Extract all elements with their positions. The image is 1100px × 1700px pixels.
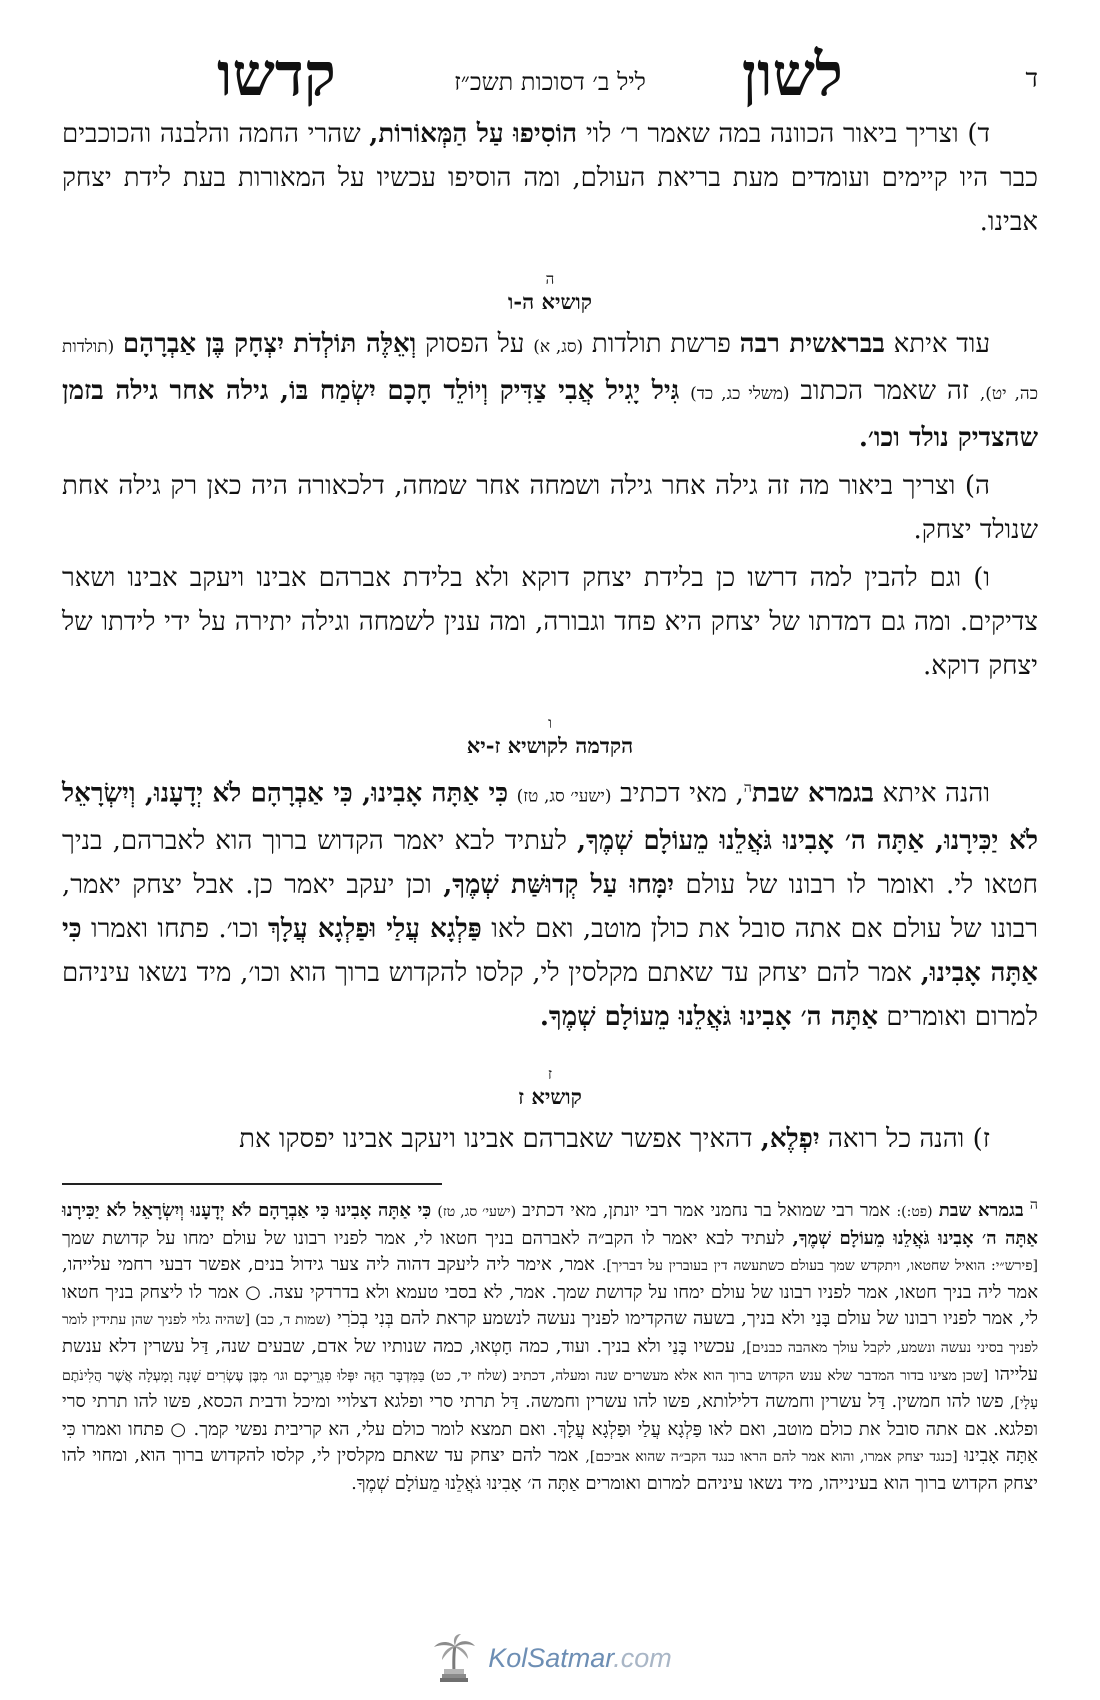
text-run: לעתיד לבא יאמר לו הקב״ה לאברהם בניך חטאו לי, אמר לפניו רבונו של עולם ימחו על קדושת שמך <box>62 1227 785 1249</box>
quote: יִפְלֶא, <box>760 1123 820 1154</box>
section-letter: ז <box>547 1064 553 1083</box>
source-name: בבראשית רבה <box>739 329 885 359</box>
page-number: ד <box>1025 64 1038 94</box>
text-run: פשו להו חמשין. דַּל עשרין וחמשה דלילותא, פשו להו עשרין וחמשה. דַּל תרתי סרי ופלגא דצלויי ומיכל ודבית הכסא, פשו להו תרתי סרי ופלגא. אם אתה סובל את כולם מוטב, ואם לאו פַּלְגָא עֲלַי וּפַלְגָא עֲלָךְ. ואם תמצא לומר כולם עלי, הא קריבית נפשי קמך. ○ פתחו ואמרו כִּי אַתָּה אָבִינוּ <box>62 1391 1038 1467</box>
text-run: לעתיד לבא יאמר הקדוש ברוך הוא לאברהם, בניך חטאו לי. ואומר לו רבונו של עולם <box>62 825 1039 900</box>
paragraph-vav: ו) וגם להבין למה דרשו כן בלידת יצחק דוקא ולא בלידת אברהם אבינו ויעקב אבינו ושאר צדיקים. ומה גם דמדתו של יצחק היא פחד וגבורה, ומה ענין לשמחה וגילה יתירה על ידי לידתו של יצחק דוקא. <box>62 563 1038 681</box>
text-run: אמר, אימר ליה ליעקב דהוה ליה צער גידול בנים, אפשר דבעי רחמי עלייהו, אמר ליה בניך חטאו, אמר לפניו רבונו של עולם ימחו על קדושת שמך. אמר, לא בסבי טעמא ולא בדרדקי עצה. ○ אמר לו ליצחק בניך חטאו לי, אמר לפניו רבונו של עולם בָּנַי ולא בניך, בשעה שהקדימו לפניך נעשה לנשמע קראת להם בְּנִי בְכֹרִי <box>62 1254 1038 1330</box>
footnote-mark: ה <box>1029 1197 1038 1213</box>
text-run: עוד איתא <box>893 329 991 359</box>
palm-tree-books-icon <box>428 1632 480 1684</box>
paragraph-he: ה) וצריך ביאור מה זה גילה אחר גילה ושמחה אחר שמחה, דלכאורה היה כאן רק גילה אחת שנולד יצחק. <box>62 471 1038 545</box>
text-run: פרשת תולדות <box>591 329 731 359</box>
rashi-note: [פירש״י: הואיל שחטאו, ויתקדש שמך בעולם כשתעשה דין בעוברין על דבריך]. <box>601 1258 1038 1275</box>
rashi-note: (שמות ד, כב) [שהיה גלוי לפניך שהן עתידין לומר לפניך בסיני נעשה ונשמע, לקבל עולך מאהבה כבנים], <box>62 1312 1039 1356</box>
paragraph-zayin <box>62 1117 1038 1161</box>
quote: וְאֵלֶּה תּוֹלְדֹת יִצְחָק בֶּן אַבְרָהָם <box>122 329 417 359</box>
section-title: הקדמה לקושיא ז-יא <box>466 733 634 758</box>
text-run: עכשיו בָּנַי ולא בניך. ועוד, כמה חָטְאוּ, כמה שנותיו של אדם, שבעים שנה, דַּל עשרין דלא ענשת עלייהו <box>62 1335 1038 1385</box>
paragraph-bereshit-rabba <box>62 322 1038 460</box>
source-ref: (סג, א) <box>533 337 584 357</box>
quote: פַּלְגָא עֲלַי וּפַלְגָא עֲלָךְ <box>268 913 482 944</box>
text-run: אמר להם יצחק עד שאתם מקלסין לי, קלסו להקדוש ברוך הוא, ומחוי להו יצחק הקדוש ברוך הוא בעינייהו, מיד נשאו עיניהם למרום ואומרים אַתָּה ה׳ אָבִינוּ גֹּאֲלֵנוּ מֵעוֹלָם שְׁמֶךָ. <box>62 1445 1038 1494</box>
quote: יִמָּחוּ עַל קְדוּשַּׁת שְׁמֶךָ, <box>443 869 675 900</box>
paragraph-dalet <box>62 112 1038 244</box>
source-ref: (ישעי׳ סג, טז) <box>437 1204 517 1220</box>
text-run: , מאי דכתיב <box>620 778 744 809</box>
footnote-marker[interactable]: ה <box>743 780 752 796</box>
text-run: על הפסוק <box>425 329 525 359</box>
section-heading-he <box>62 270 1038 316</box>
watermark-text <box>488 1643 672 1674</box>
rashi-note: [שכן מצינו בדור המדבר שלא ענש הקדוש ברוך הוא אלא מעשרים שנה ומעלה, דכתיב (שלח יד, כט) בַּמִּדְבָּר הַזֶּה יִפְּלוּ פִגְרֵיכֶם וגו׳ מִבֶּן עֶשְׂרִים שָׁנָה וָמָעְלָה אֲשֶׁר הֲלִינֹתֶם עָלָי], <box>62 1367 1038 1412</box>
quote: כִּי אַתָּה אָבִינוּ כִּי אַבְרָהָם לֹא יְדָעָנוּ וְיִשְׂרָאֵל לֹא יַכִּירָנוּ אַתָּה ה׳ אָבִינוּ גֹּאֲלֵנוּ מֵעוֹלָם שְׁמֶךָ, <box>62 1200 1038 1249</box>
footnote <box>62 1192 1038 1498</box>
footnote-divider <box>62 1183 442 1185</box>
source-ref: (משלי כג, כד) <box>690 384 790 404</box>
text-run: ז) והנה כל רואה <box>827 1123 990 1154</box>
section-heading-vav <box>62 714 1038 760</box>
quote: אַתָּה ה׳ אָבִינוּ גֹּאֲלֵנוּ מֵעוֹלָם שְׁמֶךָ. <box>539 1001 879 1032</box>
rashi-note: [כנגד יצחק אמרו, והוא אמר להם הראו כנגד הקב״ה שהוא אביכם], <box>585 1449 958 1466</box>
main-text <box>62 112 1038 1165</box>
page-header <box>62 40 1038 110</box>
text-run: אמר להם יצחק עד שאתם מקלסין לי, קלסו להקדוש ברוך הוא וכו׳, מיד נשאו עיניהם למרום ואומרים <box>62 957 1038 1032</box>
running-title-center: ליל ב׳ דסוכות תשכ״ז <box>454 68 646 96</box>
quote: הוֹסִיפוּ עַל הַמְּאוֹרוֹת, <box>369 119 578 149</box>
text-run: אמר רבי שמואל בר נחמני אמר רבי יונתן, מאי דכתיב <box>522 1200 891 1221</box>
source-ref: (תולדות כה, יט), <box>62 337 1039 404</box>
source-name: בגמרא שבת <box>751 778 874 809</box>
text-run: והנה איתא <box>882 778 991 809</box>
paragraph-gemara-shabbat <box>62 766 1038 1039</box>
watermark-link[interactable] <box>428 1632 672 1684</box>
section-letter: ה <box>545 270 555 288</box>
running-title-right: לשון <box>741 40 843 110</box>
source-ref: (פט:): <box>896 1204 933 1220</box>
section-title: קושיא ז <box>518 1083 582 1109</box>
source-name: בגמרא שבת <box>938 1200 1024 1221</box>
watermark-domain: .com <box>613 1642 672 1673</box>
source-ref: (ישעי׳ סג, טז) <box>516 786 612 807</box>
watermark <box>0 1632 1100 1688</box>
running-title-left: קדשו <box>217 40 336 110</box>
text-run: ד) וצריך ביאור הכוונה במה שאמר ר׳ לוי <box>585 119 991 149</box>
text-run: שהרי החמה והלבנה והכוכבים כבר היו קיימים ועומדים מעת בריאת העולם, ומה הוסיפו עכשיו על המאורות בעת לידת יצחק אבינו. <box>62 119 1038 237</box>
text-run: וכו׳. פתחו ואמרו <box>90 913 259 944</box>
text-run: דהאיך אפשר שאברהם אבינו ויעקב אבינו יפסקו את <box>239 1123 753 1154</box>
quote: כִּי אַתָּה אָבִינוּ, כִּי אַבְרָהָם לֹא יְדָעָנוּ, וְיִשְׂרָאֵל לֹא יַכִּירָנוּ, אַתָּה ה׳ אָבִינוּ גֹּאֲלֵנוּ מֵעוֹלָם שְׁמֶךָ, <box>62 778 1039 856</box>
quote: גִּיל יָגִיל אֲבִי צַדִּיק וְיוֹלֵד חָכָם יִשְׂמַח בּוֹ, גילה אחר גילה בזמן שהצדיק נולד וכו׳. <box>62 376 1038 453</box>
watermark-name: KolSatmar <box>488 1642 614 1673</box>
section-letter: ו <box>548 714 552 732</box>
quote: כִּי אַתָּה אָבִינוּ, <box>62 913 1038 988</box>
section-heading-zayin <box>62 1065 1038 1111</box>
text-run: וכן יעקב יאמר כן. אבל יצחק יאמר, רבונו של עולם אם אתה סובל את כולן מוטב, ואם לאו <box>62 869 1039 944</box>
section-title: קושיא ה-ו <box>508 289 592 314</box>
text-run: זה שאמר הכתוב <box>800 376 970 406</box>
